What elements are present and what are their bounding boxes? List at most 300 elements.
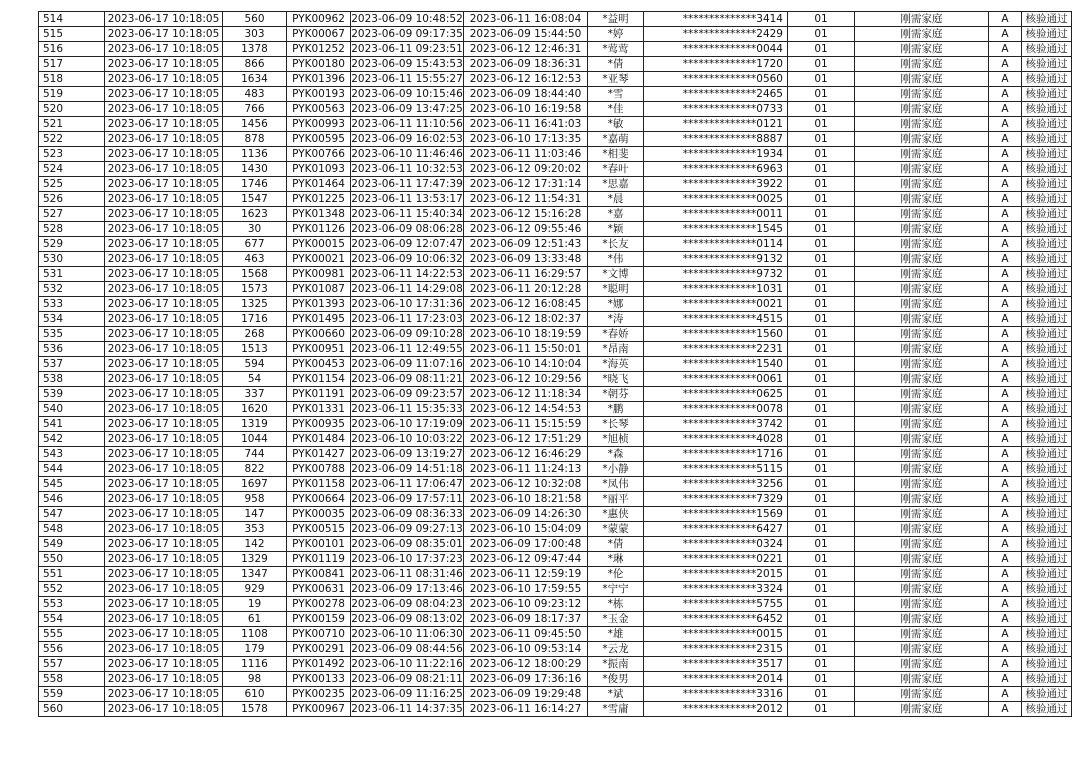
timestamp-cell: 2023-06-17 10:18:05 xyxy=(105,252,223,267)
row-number-cell: 516 xyxy=(39,42,105,57)
type-code-cell: 01 xyxy=(788,702,855,717)
code-cell: PYK01348 xyxy=(287,207,351,222)
end-time-cell: 2023-06-10 09:53:14 xyxy=(464,642,588,657)
category-cell: 刚需家庭 xyxy=(855,42,989,57)
end-time-cell: 2023-06-11 09:45:50 xyxy=(464,627,588,642)
end-time-cell: 2023-06-12 16:08:45 xyxy=(464,297,588,312)
type-code-cell: 01 xyxy=(788,537,855,552)
sequence-cell: 822 xyxy=(223,462,287,477)
status-cell: 核验通过 xyxy=(1022,657,1072,672)
id-number-cell: **************7329 xyxy=(644,492,788,507)
start-time-cell: 2023-06-09 09:10:28 xyxy=(351,328,463,340)
grade-cell: A xyxy=(989,357,1022,372)
table-row xyxy=(39,12,1072,27)
sequence-cell: 594 xyxy=(223,357,287,372)
type-code-cell: 01 xyxy=(788,597,855,612)
status-cell: 核验通过 xyxy=(1022,42,1072,57)
grade-cell: A xyxy=(989,327,1022,342)
name-cell: *俊男 xyxy=(588,672,644,687)
timestamp-cell: 2023-06-17 10:18:05 xyxy=(105,447,223,462)
category-cell: 刚需家庭 xyxy=(855,147,989,162)
end-time-cell: 2023-06-12 17:51:29 xyxy=(464,432,588,447)
id-number-cell: **************1934 xyxy=(644,147,788,162)
id-number-cell: **************1569 xyxy=(644,507,788,522)
table-row xyxy=(39,297,1072,312)
row-number-cell: 536 xyxy=(39,342,105,357)
code-cell: PYK00766 xyxy=(287,147,351,162)
type-code-cell: 01 xyxy=(788,357,855,372)
id-number-cell: **************4028 xyxy=(644,432,788,447)
category-cell: 刚需家庭 xyxy=(855,222,989,237)
category-cell: 刚需家庭 xyxy=(855,252,989,267)
type-code-cell: 01 xyxy=(788,312,855,327)
end-time-cell: 2023-06-10 09:23:12 xyxy=(464,597,588,612)
records-table xyxy=(38,11,1072,717)
table-row xyxy=(39,312,1072,327)
row-number-cell: 557 xyxy=(39,657,105,672)
table-row xyxy=(39,402,1072,417)
id-number-cell: **************0625 xyxy=(644,387,788,402)
grade-cell: A xyxy=(989,447,1022,462)
name-cell: *晓飞 xyxy=(588,372,644,387)
category-cell: 刚需家庭 xyxy=(855,102,989,117)
status-cell: 核验通过 xyxy=(1022,702,1072,717)
sequence-cell: 1716 xyxy=(223,312,287,327)
sequence-cell: 766 xyxy=(223,102,287,117)
start-time-cell: 2023-06-09 16:02:53 xyxy=(351,133,463,145)
table-row xyxy=(39,597,1072,612)
start-time-cell: 2023-06-11 17:23:03 xyxy=(351,313,463,325)
id-number-cell: **************1560 xyxy=(644,327,788,342)
id-number-cell: **************0121 xyxy=(644,117,788,132)
sequence-cell: 1347 xyxy=(223,567,287,582)
status-cell: 核验通过 xyxy=(1022,12,1072,27)
row-number-cell: 545 xyxy=(39,477,105,492)
code-cell: PYK01495 xyxy=(287,312,351,327)
code-cell: PYK01484 xyxy=(287,432,351,447)
type-code-cell: 01 xyxy=(788,192,855,207)
timestamp-cell: 2023-06-17 10:18:05 xyxy=(105,552,223,567)
name-cell: *颖 xyxy=(588,222,644,237)
status-cell: 核验通过 xyxy=(1022,207,1072,222)
category-cell: 刚需家庭 xyxy=(855,57,989,72)
status-cell: 核验通过 xyxy=(1022,627,1072,642)
code-cell: PYK01492 xyxy=(287,657,351,672)
category-cell: 刚需家庭 xyxy=(855,597,989,612)
type-code-cell: 01 xyxy=(788,87,855,102)
grade-cell: A xyxy=(989,282,1022,297)
timestamp-cell: 2023-06-17 10:18:05 xyxy=(105,702,223,717)
start-time-cell: 2023-06-11 14:29:08 xyxy=(351,283,463,295)
grade-cell: A xyxy=(989,537,1022,552)
grade-cell: A xyxy=(989,72,1022,87)
start-time-cell: 2023-06-10 17:37:23 xyxy=(351,553,463,565)
row-number-cell: 529 xyxy=(39,237,105,252)
category-cell: 刚需家庭 xyxy=(855,432,989,447)
table-row xyxy=(39,522,1072,537)
timestamp-cell: 2023-06-17 10:18:05 xyxy=(105,72,223,87)
status-cell: 核验通过 xyxy=(1022,447,1072,462)
table-row xyxy=(39,432,1072,447)
grade-cell: A xyxy=(989,582,1022,597)
id-number-cell: **************0015 xyxy=(644,627,788,642)
end-time-cell: 2023-06-11 20:12:28 xyxy=(464,282,588,297)
table-row xyxy=(39,267,1072,282)
type-code-cell: 01 xyxy=(788,477,855,492)
type-code-cell: 01 xyxy=(788,177,855,192)
status-cell: 核验通过 xyxy=(1022,222,1072,237)
sequence-cell: 958 xyxy=(223,492,287,507)
type-code-cell: 01 xyxy=(788,327,855,342)
timestamp-cell: 2023-06-17 10:18:05 xyxy=(105,612,223,627)
type-code-cell: 01 xyxy=(788,72,855,87)
grade-cell: A xyxy=(989,567,1022,582)
end-time-cell: 2023-06-12 09:20:02 xyxy=(464,162,588,177)
row-number-cell: 517 xyxy=(39,57,105,72)
category-cell: 刚需家庭 xyxy=(855,672,989,687)
start-time-cell: 2023-06-09 10:15:46 xyxy=(351,88,463,100)
sequence-cell: 353 xyxy=(223,522,287,537)
sequence-cell: 1573 xyxy=(223,282,287,297)
row-number-cell: 560 xyxy=(39,702,105,717)
id-number-cell: **************0061 xyxy=(644,372,788,387)
start-time-cell: 2023-06-09 08:06:28 xyxy=(351,223,463,235)
name-cell: *娜 xyxy=(588,297,644,312)
start-time-cell: 2023-06-09 08:36:33 xyxy=(351,508,463,520)
start-time-cell: 2023-06-09 15:43:53 xyxy=(351,58,463,70)
end-time-cell: 2023-06-09 15:44:50 xyxy=(464,27,588,42)
row-number-cell: 538 xyxy=(39,372,105,387)
category-cell: 刚需家庭 xyxy=(855,72,989,87)
type-code-cell: 01 xyxy=(788,657,855,672)
category-cell: 刚需家庭 xyxy=(855,447,989,462)
timestamp-cell: 2023-06-17 10:18:05 xyxy=(105,87,223,102)
id-number-cell: **************3414 xyxy=(644,12,788,27)
name-cell: *旭桢 xyxy=(588,432,644,447)
end-time-cell: 2023-06-12 09:55:46 xyxy=(464,222,588,237)
sequence-cell: 1568 xyxy=(223,267,287,282)
code-cell: PYK00159 xyxy=(287,612,351,627)
name-cell: *长友 xyxy=(588,237,644,252)
sequence-cell: 1547 xyxy=(223,192,287,207)
code-cell: PYK00962 xyxy=(287,12,351,27)
type-code-cell: 01 xyxy=(788,447,855,462)
row-number-cell: 553 xyxy=(39,597,105,612)
sequence-cell: 610 xyxy=(223,687,287,702)
grade-cell: A xyxy=(989,147,1022,162)
code-cell: PYK00015 xyxy=(287,237,351,252)
end-time-cell: 2023-06-11 16:14:27 xyxy=(464,702,588,717)
name-cell: *惠侠 xyxy=(588,507,644,522)
category-cell: 刚需家庭 xyxy=(855,312,989,327)
timestamp-cell: 2023-06-17 10:18:05 xyxy=(105,117,223,132)
end-time-cell: 2023-06-12 10:32:08 xyxy=(464,477,588,492)
id-number-cell: **************3324 xyxy=(644,582,788,597)
sequence-cell: 179 xyxy=(223,642,287,657)
type-code-cell: 01 xyxy=(788,672,855,687)
start-time-cell: 2023-06-11 17:47:39 xyxy=(351,178,463,190)
status-cell: 核验通过 xyxy=(1022,117,1072,132)
sequence-cell: 1620 xyxy=(223,402,287,417)
id-number-cell: **************1545 xyxy=(644,222,788,237)
end-time-cell: 2023-06-11 16:29:57 xyxy=(464,267,588,282)
name-cell: *玉金 xyxy=(588,612,644,627)
end-time-cell: 2023-06-12 14:54:53 xyxy=(464,402,588,417)
start-time-cell: 2023-06-11 14:22:53 xyxy=(351,268,463,280)
start-time-cell: 2023-06-10 17:31:36 xyxy=(351,298,463,310)
type-code-cell: 01 xyxy=(788,342,855,357)
type-code-cell: 01 xyxy=(788,147,855,162)
name-cell: *聪明 xyxy=(588,282,644,297)
sequence-cell: 1634 xyxy=(223,72,287,87)
row-number-cell: 521 xyxy=(39,117,105,132)
end-time-cell: 2023-06-09 18:44:40 xyxy=(464,87,588,102)
category-cell: 刚需家庭 xyxy=(855,702,989,717)
end-time-cell: 2023-06-09 19:29:48 xyxy=(464,687,588,702)
timestamp-cell: 2023-06-17 10:18:05 xyxy=(105,102,223,117)
grade-cell: A xyxy=(989,12,1022,27)
category-cell: 刚需家庭 xyxy=(855,282,989,297)
id-number-cell: **************5755 xyxy=(644,597,788,612)
id-number-cell: **************3256 xyxy=(644,477,788,492)
code-cell: PYK00235 xyxy=(287,687,351,702)
name-cell: *鹏 xyxy=(588,402,644,417)
name-cell: *小静 xyxy=(588,462,644,477)
row-number-cell: 540 xyxy=(39,402,105,417)
id-number-cell: **************1031 xyxy=(644,282,788,297)
name-cell: *长琴 xyxy=(588,417,644,432)
status-cell: 核验通过 xyxy=(1022,552,1072,567)
end-time-cell: 2023-06-12 12:46:31 xyxy=(464,42,588,57)
grade-cell: A xyxy=(989,507,1022,522)
table-row xyxy=(39,207,1072,222)
status-cell: 核验通过 xyxy=(1022,492,1072,507)
code-cell: PYK01252 xyxy=(287,42,351,57)
timestamp-cell: 2023-06-17 10:18:05 xyxy=(105,12,223,27)
type-code-cell: 01 xyxy=(788,12,855,27)
start-time-cell: 2023-06-11 08:31:46 xyxy=(351,568,463,580)
code-cell: PYK00664 xyxy=(287,492,351,507)
status-cell: 核验通过 xyxy=(1022,252,1072,267)
table-row xyxy=(39,237,1072,252)
category-cell: 刚需家庭 xyxy=(855,627,989,642)
table-row xyxy=(39,657,1072,672)
id-number-cell: **************2012 xyxy=(644,702,788,717)
type-code-cell: 01 xyxy=(788,417,855,432)
type-code-cell: 01 xyxy=(788,627,855,642)
table-row xyxy=(39,477,1072,492)
table-row xyxy=(39,612,1072,627)
type-code-cell: 01 xyxy=(788,687,855,702)
row-number-cell: 559 xyxy=(39,687,105,702)
code-cell: PYK01093 xyxy=(287,162,351,177)
code-cell: PYK01331 xyxy=(287,402,351,417)
sequence-cell: 878 xyxy=(223,132,287,147)
code-cell: PYK00193 xyxy=(287,87,351,102)
id-number-cell: **************6963 xyxy=(644,162,788,177)
name-cell: *宁宁 xyxy=(588,582,644,597)
timestamp-cell: 2023-06-17 10:18:05 xyxy=(105,417,223,432)
status-cell: 核验通过 xyxy=(1022,27,1072,42)
category-cell: 刚需家庭 xyxy=(855,297,989,312)
start-time-cell: 2023-06-09 08:21:11 xyxy=(351,673,463,685)
row-number-cell: 541 xyxy=(39,417,105,432)
category-cell: 刚需家庭 xyxy=(855,507,989,522)
name-cell: *森 xyxy=(588,447,644,462)
id-number-cell: **************0324 xyxy=(644,537,788,552)
status-cell: 核验通过 xyxy=(1022,267,1072,282)
code-cell: PYK00515 xyxy=(287,522,351,537)
sequence-cell: 1108 xyxy=(223,627,287,642)
grade-cell: A xyxy=(989,267,1022,282)
grade-cell: A xyxy=(989,312,1022,327)
category-cell: 刚需家庭 xyxy=(855,132,989,147)
name-cell: *相斐 xyxy=(588,147,644,162)
sequence-cell: 1325 xyxy=(223,297,287,312)
type-code-cell: 01 xyxy=(788,252,855,267)
category-cell: 刚需家庭 xyxy=(855,342,989,357)
id-number-cell: **************1716 xyxy=(644,447,788,462)
grade-cell: A xyxy=(989,702,1022,717)
timestamp-cell: 2023-06-17 10:18:05 xyxy=(105,462,223,477)
status-cell: 核验通过 xyxy=(1022,387,1072,402)
timestamp-cell: 2023-06-17 10:18:05 xyxy=(105,582,223,597)
status-cell: 核验通过 xyxy=(1022,162,1072,177)
start-time-cell: 2023-06-09 08:04:23 xyxy=(351,598,463,610)
name-cell: *莺莺 xyxy=(588,42,644,57)
code-cell: PYK00101 xyxy=(287,537,351,552)
status-cell: 核验通过 xyxy=(1022,312,1072,327)
start-time-cell: 2023-06-10 17:19:09 xyxy=(351,418,463,430)
timestamp-cell: 2023-06-17 10:18:05 xyxy=(105,372,223,387)
timestamp-cell: 2023-06-17 10:18:05 xyxy=(105,672,223,687)
id-number-cell: **************0221 xyxy=(644,552,788,567)
category-cell: 刚需家庭 xyxy=(855,372,989,387)
row-number-cell: 514 xyxy=(39,12,105,27)
grade-cell: A xyxy=(989,87,1022,102)
grade-cell: A xyxy=(989,102,1022,117)
end-time-cell: 2023-06-10 17:13:35 xyxy=(464,132,588,147)
row-number-cell: 555 xyxy=(39,627,105,642)
name-cell: *雪庸 xyxy=(588,702,644,717)
table-row xyxy=(39,27,1072,42)
category-cell: 刚需家庭 xyxy=(855,27,989,42)
table-row xyxy=(39,42,1072,57)
row-number-cell: 524 xyxy=(39,162,105,177)
id-number-cell: **************8887 xyxy=(644,132,788,147)
status-cell: 核验通过 xyxy=(1022,432,1072,447)
table-row xyxy=(39,72,1072,87)
sequence-cell: 1136 xyxy=(223,147,287,162)
table-row xyxy=(39,702,1072,717)
timestamp-cell: 2023-06-17 10:18:05 xyxy=(105,357,223,372)
sequence-cell: 61 xyxy=(223,612,287,627)
row-number-cell: 544 xyxy=(39,462,105,477)
start-time-cell: 2023-06-11 15:55:27 xyxy=(351,73,463,85)
code-cell: PYK01225 xyxy=(287,192,351,207)
row-number-cell: 539 xyxy=(39,387,105,402)
end-time-cell: 2023-06-09 18:17:37 xyxy=(464,612,588,627)
code-cell: PYK01119 xyxy=(287,552,351,567)
code-cell: PYK00563 xyxy=(287,102,351,117)
table-body xyxy=(39,12,1072,717)
id-number-cell: **************9732 xyxy=(644,267,788,282)
row-number-cell: 523 xyxy=(39,147,105,162)
id-number-cell: **************2015 xyxy=(644,567,788,582)
end-time-cell: 2023-06-12 10:29:56 xyxy=(464,372,588,387)
timestamp-cell: 2023-06-17 10:18:05 xyxy=(105,687,223,702)
id-number-cell: **************2429 xyxy=(644,27,788,42)
row-number-cell: 546 xyxy=(39,492,105,507)
status-cell: 核验通过 xyxy=(1022,612,1072,627)
row-number-cell: 526 xyxy=(39,192,105,207)
start-time-cell: 2023-06-09 09:17:35 xyxy=(351,28,463,40)
code-cell: PYK00993 xyxy=(287,117,351,132)
sequence-cell: 866 xyxy=(223,57,287,72)
sequence-cell: 142 xyxy=(223,537,287,552)
type-code-cell: 01 xyxy=(788,567,855,582)
start-time-cell: 2023-06-09 12:07:47 xyxy=(351,238,463,250)
status-cell: 核验通过 xyxy=(1022,87,1072,102)
end-time-cell: 2023-06-12 16:12:53 xyxy=(464,72,588,87)
type-code-cell: 01 xyxy=(788,267,855,282)
grade-cell: A xyxy=(989,372,1022,387)
start-time-cell: 2023-06-11 12:49:55 xyxy=(351,343,463,355)
grade-cell: A xyxy=(989,687,1022,702)
type-code-cell: 01 xyxy=(788,297,855,312)
row-number-cell: 533 xyxy=(39,297,105,312)
category-cell: 刚需家庭 xyxy=(855,207,989,222)
id-number-cell: **************1540 xyxy=(644,357,788,372)
code-cell: PYK00710 xyxy=(287,627,351,642)
category-cell: 刚需家庭 xyxy=(855,12,989,27)
end-time-cell: 2023-06-09 14:26:30 xyxy=(464,507,588,522)
name-cell: *春叶 xyxy=(588,162,644,177)
row-number-cell: 551 xyxy=(39,567,105,582)
start-time-cell: 2023-06-11 15:35:33 xyxy=(351,403,463,415)
id-number-cell: **************3517 xyxy=(644,657,788,672)
name-cell: *益明 xyxy=(588,12,644,27)
type-code-cell: 01 xyxy=(788,117,855,132)
sequence-cell: 677 xyxy=(223,237,287,252)
start-time-cell: 2023-06-09 08:11:21 xyxy=(351,373,463,385)
table-row xyxy=(39,387,1072,402)
row-number-cell: 547 xyxy=(39,507,105,522)
end-time-cell: 2023-06-09 17:00:48 xyxy=(464,537,588,552)
grade-cell: A xyxy=(989,522,1022,537)
code-cell: PYK00133 xyxy=(287,672,351,687)
category-cell: 刚需家庭 xyxy=(855,402,989,417)
status-cell: 核验通过 xyxy=(1022,342,1072,357)
grade-cell: A xyxy=(989,642,1022,657)
type-code-cell: 01 xyxy=(788,42,855,57)
timestamp-cell: 2023-06-17 10:18:05 xyxy=(105,147,223,162)
category-cell: 刚需家庭 xyxy=(855,162,989,177)
name-cell: *亚琴 xyxy=(588,72,644,87)
category-cell: 刚需家庭 xyxy=(855,477,989,492)
code-cell: PYK00935 xyxy=(287,417,351,432)
id-number-cell: **************0025 xyxy=(644,192,788,207)
type-code-cell: 01 xyxy=(788,132,855,147)
type-code-cell: 01 xyxy=(788,222,855,237)
category-cell: 刚需家庭 xyxy=(855,357,989,372)
grade-cell: A xyxy=(989,162,1022,177)
table-row xyxy=(39,57,1072,72)
category-cell: 刚需家庭 xyxy=(855,522,989,537)
row-number-cell: 522 xyxy=(39,132,105,147)
sequence-cell: 483 xyxy=(223,87,287,102)
table-row xyxy=(39,642,1072,657)
